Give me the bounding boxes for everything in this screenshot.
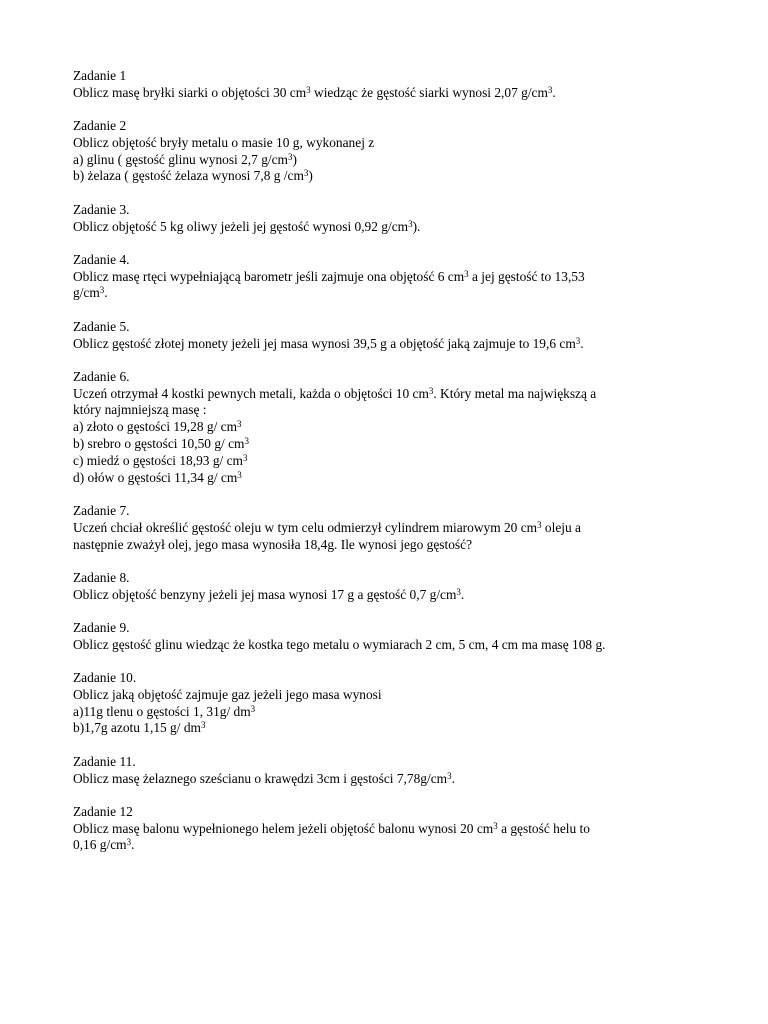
- task-heading: Zadanie 7.: [73, 502, 130, 518]
- task-block: [73, 118, 703, 185]
- task-heading: Zadanie 4.: [73, 251, 130, 267]
- text-segment: oleju a: [541, 519, 581, 535]
- task-text-line: [73, 285, 703, 302]
- superscript: 3: [242, 452, 248, 463]
- text-segment: a) glinu ( gęstość glinu wynosi 2,7 g/cm: [73, 151, 288, 167]
- task-text-line: [73, 821, 703, 838]
- text-segment: g/cm: [73, 285, 100, 301]
- superscript: 3: [547, 84, 553, 95]
- task-block: [73, 670, 703, 737]
- task-block: [73, 319, 703, 353]
- superscript: 3: [306, 84, 311, 95]
- task-text-line: [73, 537, 703, 554]
- text-segment: a jej gęstość to 13,53: [468, 268, 585, 284]
- task-text-line: [73, 419, 703, 436]
- text-segment: d) ołów o gęstości 11,34 g/ cm: [73, 469, 238, 485]
- text-segment: ).: [412, 218, 421, 234]
- superscript: 3: [237, 419, 242, 430]
- task-text-line: [73, 402, 703, 419]
- task-text-line: [73, 520, 703, 537]
- task-block: [73, 252, 703, 302]
- superscript: 3: [237, 469, 242, 480]
- superscript: 3: [464, 268, 469, 279]
- superscript: 3: [408, 218, 413, 229]
- text-segment: .: [552, 84, 556, 100]
- task-heading: Zadanie 10.: [73, 670, 137, 686]
- task-heading: Zadanie 9.: [73, 619, 130, 635]
- text-segment: Oblicz masę żelaznego sześcianu o krawędzi 3cm i gęstości 7,78g/cm: [73, 770, 448, 786]
- text-segment: a)11g tlenu o gęstości 1, 31g/ dm: [73, 703, 251, 719]
- task-text-line: [73, 687, 703, 704]
- text-segment: .: [451, 770, 455, 786]
- text-segment: Oblicz objętość benzyny jeżeli jej masa wynosi 17 g a gęstość 0,7 g/cm: [73, 586, 457, 602]
- text-segment: a gęstość helu to: [497, 820, 590, 836]
- task-text-line: [73, 837, 703, 854]
- task-text-line: [73, 637, 703, 654]
- task-heading: Zadanie 12: [73, 803, 133, 819]
- text-segment: a) złoto o gęstości 19,28 g/ cm: [73, 419, 238, 435]
- superscript: 3: [244, 436, 249, 447]
- text-segment: .: [460, 586, 465, 602]
- text-segment: Uczeń otrzymał 4 kostki pewnych metali, każda o objętości 10 cm: [73, 385, 429, 401]
- text-segment: Oblicz gęstość glinu wiedząc że kostka tego metalu o wymiarach 2 cm, 5 cm, 4 cm ma masę 108 g.: [73, 636, 606, 652]
- task-heading: Zadanie 11.: [73, 753, 136, 769]
- task-text-line: [73, 269, 703, 286]
- text-segment: b) srebro o gęstości 10,50 g/ cm: [73, 436, 245, 452]
- superscript: 3: [99, 285, 105, 296]
- task-block: [73, 369, 703, 487]
- task-heading: Zadanie 8.: [73, 569, 130, 585]
- superscript: 3: [447, 770, 452, 781]
- task-heading: Zadanie 2: [73, 118, 127, 134]
- task-heading: Zadanie 5.: [73, 318, 130, 334]
- task-text-line: [73, 85, 703, 102]
- text-segment: ): [292, 151, 297, 167]
- text-segment: następnie zważył olej, jego masa wynosiła 18,4g. Ile wynosi jego gęstość?: [73, 536, 473, 552]
- text-segment: Oblicz jaką objętość zajmuje gaz jeżeli jego masa wynosi: [73, 686, 382, 702]
- text-segment: Oblicz gęstość złotej monety jeżeli jej masa wynosi 39,5 g a objętość jaką zajmuje to 19,6 cm: [73, 335, 576, 351]
- document-page: [73, 68, 703, 871]
- text-segment: ): [308, 168, 313, 184]
- task-text-line: [73, 587, 703, 604]
- task-text-line: [73, 168, 703, 185]
- superscript: 3: [537, 519, 542, 530]
- task-heading: Zadanie 1: [73, 68, 127, 83]
- task-block: [73, 754, 703, 788]
- text-segment: .: [104, 285, 108, 301]
- text-segment: Oblicz objętość bryły metalu o masie 10 g, wykonanej z: [73, 134, 375, 150]
- text-segment: . Który metal ma największą a: [433, 385, 597, 401]
- text-segment: Uczeń chciał określić gęstość oleju w tym celu odmierzył cylindrem miarowym 20 cm: [73, 519, 538, 535]
- task-block: [73, 202, 703, 236]
- text-segment: który najmniejszą masę :: [73, 402, 207, 418]
- task-block: [73, 503, 703, 553]
- task-text-line: [73, 152, 703, 169]
- superscript: 3: [493, 820, 498, 831]
- task-block: [73, 620, 703, 654]
- task-text-line: [73, 453, 703, 470]
- superscript: 3: [200, 720, 206, 731]
- superscript: 3: [456, 586, 461, 597]
- task-text-line: [73, 720, 703, 737]
- task-block: [73, 804, 703, 854]
- task-text-line: [73, 771, 703, 788]
- superscript: 3: [428, 385, 434, 396]
- task-text-line: [73, 436, 703, 453]
- task-text-line: [73, 219, 703, 236]
- text-segment: wiedząc że gęstość siarki wynosi 2,07 g/cm: [310, 84, 548, 100]
- task-list: [73, 68, 703, 854]
- task-text-line: [73, 135, 703, 152]
- text-segment: c) miedź o gęstości 18,93 g/ cm: [73, 452, 243, 468]
- text-segment: Oblicz masę bryłki siarki o objętości 30 cm: [73, 84, 307, 100]
- text-segment: Oblicz masę balonu wypełnionego helem jeżeli objętość balonu wynosi 20 cm: [73, 820, 494, 836]
- text-segment: Oblicz objętość 5 kg oliwy jeżeli jej gęstość wynosi 0,92 g/cm: [73, 218, 409, 234]
- task-text-line: [73, 704, 703, 721]
- task-text-line: [73, 386, 703, 403]
- text-segment: b) żelaza ( gęstość żelaza wynosi 7,8 g /cm: [73, 168, 304, 184]
- task-text-line: [73, 336, 703, 353]
- superscript: 3: [250, 703, 256, 714]
- text-segment: Oblicz masę rtęci wypełniającą barometr jeśli zajmuje ona objętość 6 cm: [73, 268, 465, 284]
- superscript: 3: [126, 837, 132, 848]
- task-text-line: [73, 470, 703, 487]
- task-heading: Zadanie 3.: [73, 201, 130, 217]
- text-segment: b)1,7g azotu 1,15 g/ dm: [73, 720, 201, 736]
- text-segment: .: [131, 837, 135, 853]
- superscript: 3: [287, 151, 293, 162]
- text-segment: .: [580, 335, 584, 351]
- task-block: [73, 570, 703, 604]
- text-segment: 0,16 g/cm: [73, 837, 127, 853]
- superscript: 3: [303, 168, 309, 179]
- superscript: 3: [575, 335, 581, 346]
- task-heading: Zadanie 6.: [73, 368, 130, 384]
- task-block: [73, 68, 703, 102]
